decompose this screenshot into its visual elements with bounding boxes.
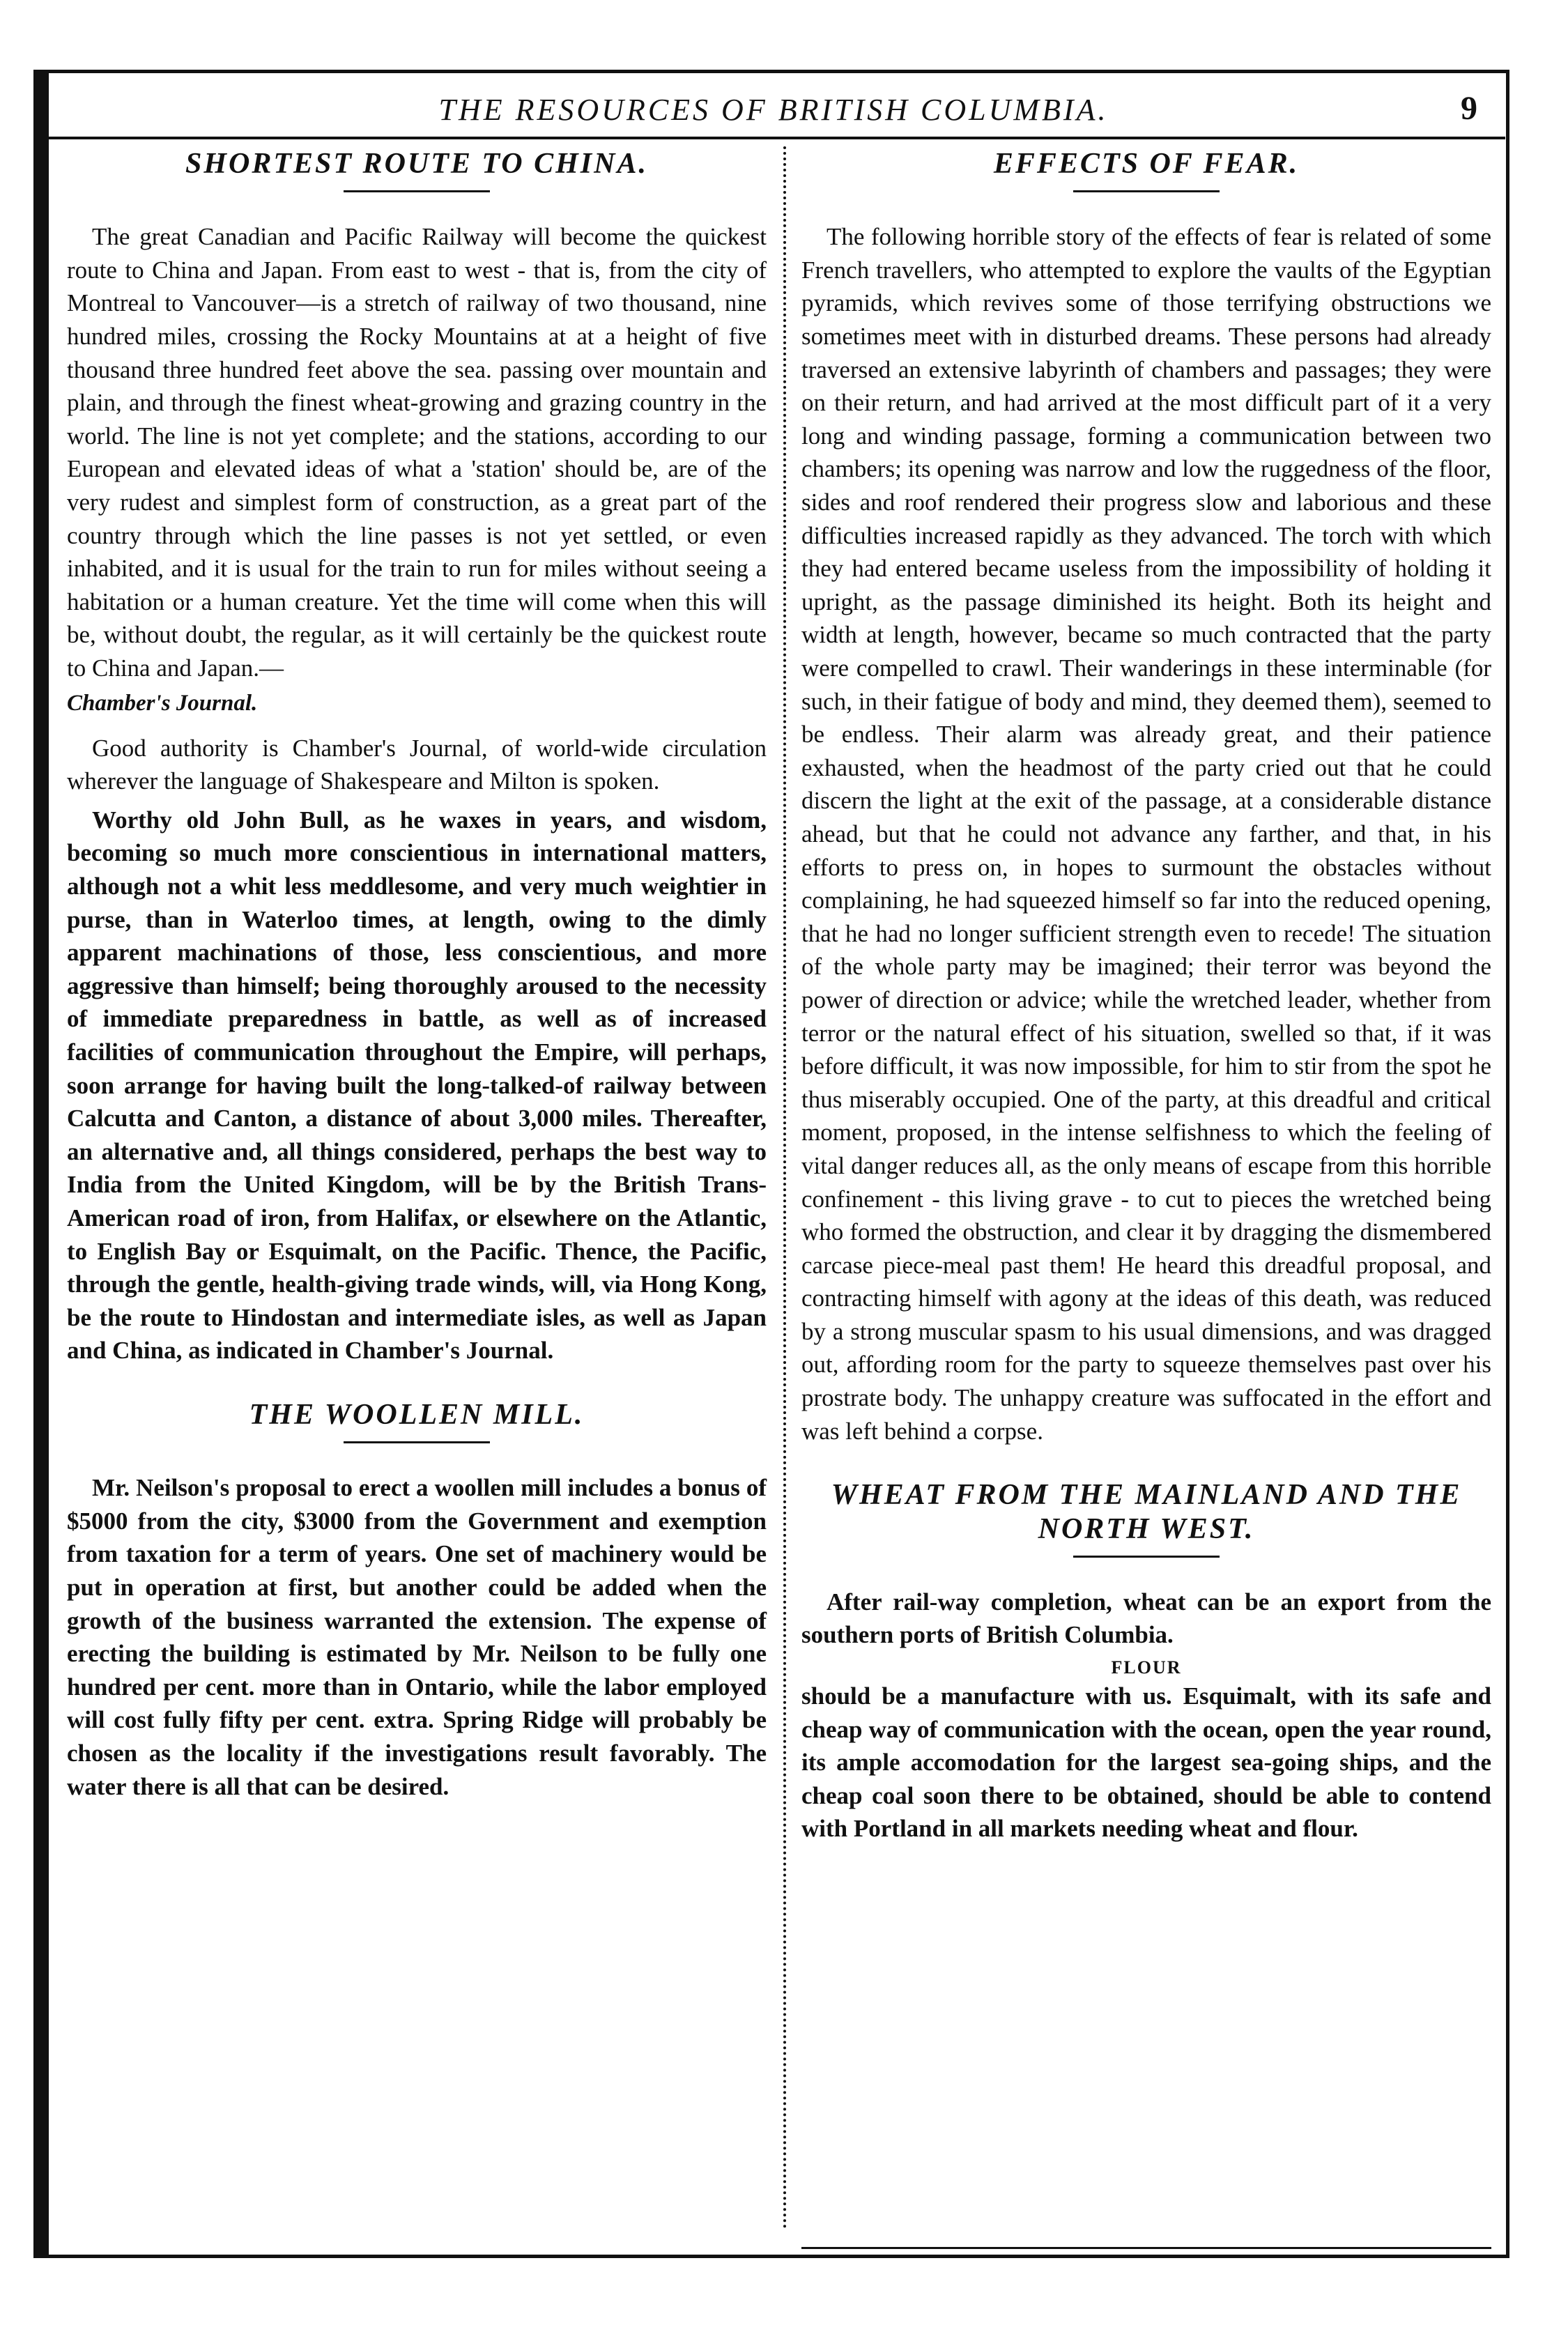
article-title-woollen-mill: THE WOOLLEN MILL. — [249, 1398, 585, 1431]
left-column — [67, 143, 767, 1809]
page-header — [56, 84, 1491, 139]
subheading-flour: FLOUR — [1111, 1657, 1182, 1678]
article-title-effects-of-fear: EFFECTS OF FEAR. — [993, 148, 1300, 180]
right-column — [801, 143, 1491, 1851]
title-rule — [344, 1441, 490, 1443]
title-rule — [1073, 190, 1220, 192]
column-divider — [783, 146, 786, 2230]
article-paragraph: Mr. Neilson's proposal to erect a woollen mill includes a bonus of $5000 from the city, $3000 from the Government and exemption from taxation for a term of years. One set of machinery would be put in operation at first, but another could be added when the growth of the business warranted the extension. The expense of erecting the building is estimated by Mr. Neilson to be fully one hundred per cent. more than in Ontario, while the labor employed will cost fully fifty per cent. extra. Spring Ridge will probably be chosen as the locality if the investigations result favorably. The water there is all that can be desired. — [67, 1474, 767, 1800]
article-paragraph: Good authority is Chamber's Journal, of world-wide circulation wherever the language of Shakespeare and Milton is spoken. — [67, 734, 767, 795]
article-title-wheat: WHEAT FROM THE MAINLAND AND THE NORTH WEST. — [831, 1479, 1462, 1545]
bottom-rule — [801, 2247, 1491, 2249]
header-rule — [49, 137, 1505, 139]
article-paragraph: After rail-way completion, wheat can be an export from the southern ports of British Columbia. — [801, 1588, 1491, 1649]
page-left-edge — [33, 70, 49, 2258]
running-title: THE RESOURCES OF BRITISH COLUMBIA. — [438, 93, 1109, 127]
title-rule — [344, 190, 490, 192]
article-paragraph: The following horrible story of the effects of fear is related of some French travellers, who attempted to explore the vaults of the Egyptian pyramids, which revives some of those terrifying obstructions we sometimes meet with in disturbed dreams. These persons had already traversed an extensive labyrinth of chambers and passages; they were on their return, and had arrived at the most difficult part of it a very long and winding passage, forming a communication between two chambers; its opening was narrow and low the ruggedness of the floor, sides and roof rendered their progress slow and laborious and these difficulties increased rapidly as they advanced. The torch with which they had entered became useless from the impossibility of holding it upright, as the passage diminished its height. Both its height and width at length, however, became so much contracted that the party were compelled to crawl. Their wanderings in these interminable (for such, in their fatigue of body and mind, they deemed them), seemed to be endless. Their alarm was already great, and their patience exhausted, when the headmost of the party cried out that he could discern the light at the exit of the passage, at a considerable distance ahead, but that he could not advance any farther, and that, in his efforts to press on, in hopes to surmount the obstacles without complaining, he had squeezed himself so far into the reduced opening, that he had no longer sufficient strength even to recede! The situation of the whole party may be imagined; their terror was beyond the power of direction or advice; while the wretched leader, whether from terror or the natural effect of his situation, swelled so that, if it was before difficult, it was now impossible, for him to stir from the spot he thus miserably occupied. One of the party, at this dreadful and critical moment, proposed, in the intense selfishness to which the feeling of vital danger reduces all, as the only means of escape from this horrible confinement - this living grave - to cut to pieces the wretched being who formed the obstruction, and clear it by dragging the dismembered carcase piece-meal past them! He heard this dreadful proposal, and contracting himself with agony at the ideas of this death, was reduced by a strong muscular spasm to his usual dimensions, and was dragged out, affording room for the party to squeeze themselves past over his prostrate body. The unhappy creature was suffocated in the effort and was left behind a corpse. — [801, 223, 1492, 1445]
source-citation: Chamber's Journal. — [67, 690, 258, 716]
title-rule — [1073, 1556, 1220, 1558]
article-paragraph: The great Canadian and Pacific Railway will become the quickest route to China and Japan. From east to west - that is, from the city of Montreal to Vancouver—is a stretch of railway of two thousand, nine hundred miles, crossing the Rocky Mountains at at a height of five thousand three hundred feet above the sea. passing over mountain and plain, and through the finest wheat-growing and grazing country in the world. The line is not yet complete; and the stations, according to our European and elevated ideas of what a 'station' should be, are of the very rudest and simplest form of construction, as a great part of the country through which the line passes is not yet settled, or even inhabited, and it is usual for the train to run for miles without seeing a habitation or a human creature. Yet the time will come when this will be, without doubt, the regular, as it will certainly be the quickest route to China and Japan.— — [67, 223, 767, 682]
article-title-shortest-route: SHORTEST ROUTE TO CHINA. — [185, 148, 648, 180]
page-number: 9 — [1461, 90, 1477, 127]
article-paragraph: Worthy old John Bull, as he waxes in years, and wisdom, becoming so much more conscientious in international matters, although not a whit less meddlesome, and very much weightier in purse, than in Waterloo times, at length, owing to the dimly apparent machinations of those, less conscientious, and more aggressive than himself; being thoroughly aroused to the necessity of immediate preparedness in battle, as well as of increased facilities of communication throughout the Empire, will perhaps, soon arrange for having built the long-talked-of railway between Calcutta and Canton, a distance of about 3,000 miles. Thereafter, an alternative and, all things considered, perhaps the best way to India from the United Kingdom, will be by the British Trans-American road of iron, from Halifax, or elsewhere on the Atlantic, to English Bay or Esquimalt, on the Pacific. Thence, the Pacific, through the gentle, health-giving trade winds, will, via Hong Kong, be the route to Hindostan and intermediate isles, as well as Japan and China, as indicated in Chamber's Journal. — [67, 806, 767, 1365]
article-paragraph: should be a manufacture with us. Esquimalt, with its safe and cheap way of communication with the ocean, open the year round, its ample accomodation for the largest sea-going ships, and the cheap coal soon there to be obtained, should be able to contend with Portland in all markets needing wheat and flour. — [801, 1682, 1491, 1843]
